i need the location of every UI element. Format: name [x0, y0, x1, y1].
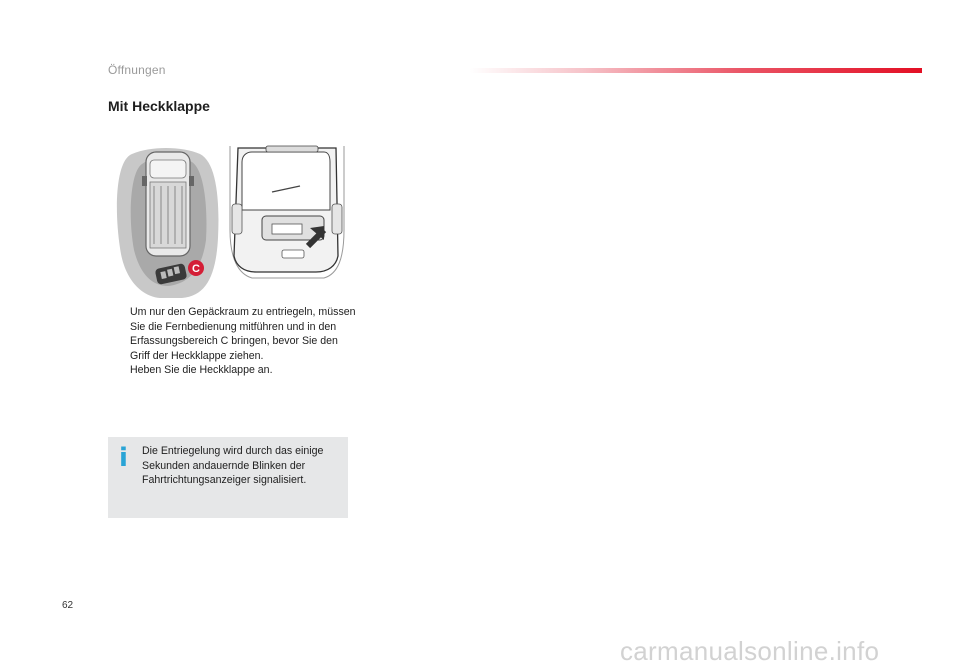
section-header: Öffnungen [108, 63, 166, 77]
callout-c-label: C [192, 263, 200, 275]
pointer-bullet-icon [108, 363, 130, 378]
instruction-step-text: Um nur den Gepäckraum zu entriegeln, müssen Sie die Fernbedienung mitführen und in den Erfassungsbereich C bringen, bevor Sie den Griff der Heckklappe ziehen. [130, 306, 356, 362]
page-title: Mit Heckklappe [108, 98, 210, 114]
vehicle-top-view [142, 152, 194, 256]
info-box [108, 437, 348, 518]
pointer-bullet-icon [108, 305, 130, 363]
info-text: Die Entriegelung wird durch das einige Sekunden andauernde Blinken der Fahrtrichtungsanzeiger signalisiert. [142, 445, 324, 486]
instruction-step [108, 305, 358, 363]
tailgate-illustration [112, 138, 347, 298]
watermark: carmanualsonline.info [620, 636, 880, 666]
info-icon: i [119, 443, 128, 473]
instructions-list [108, 305, 358, 378]
page-number: 62 [62, 600, 74, 611]
header-accent-bar [470, 68, 922, 73]
van-rear-view [230, 146, 344, 278]
instruction-step-text: Heben Sie die Heckklappe an. [130, 364, 273, 376]
instruction-step [108, 363, 358, 378]
callout-c [188, 260, 204, 276]
